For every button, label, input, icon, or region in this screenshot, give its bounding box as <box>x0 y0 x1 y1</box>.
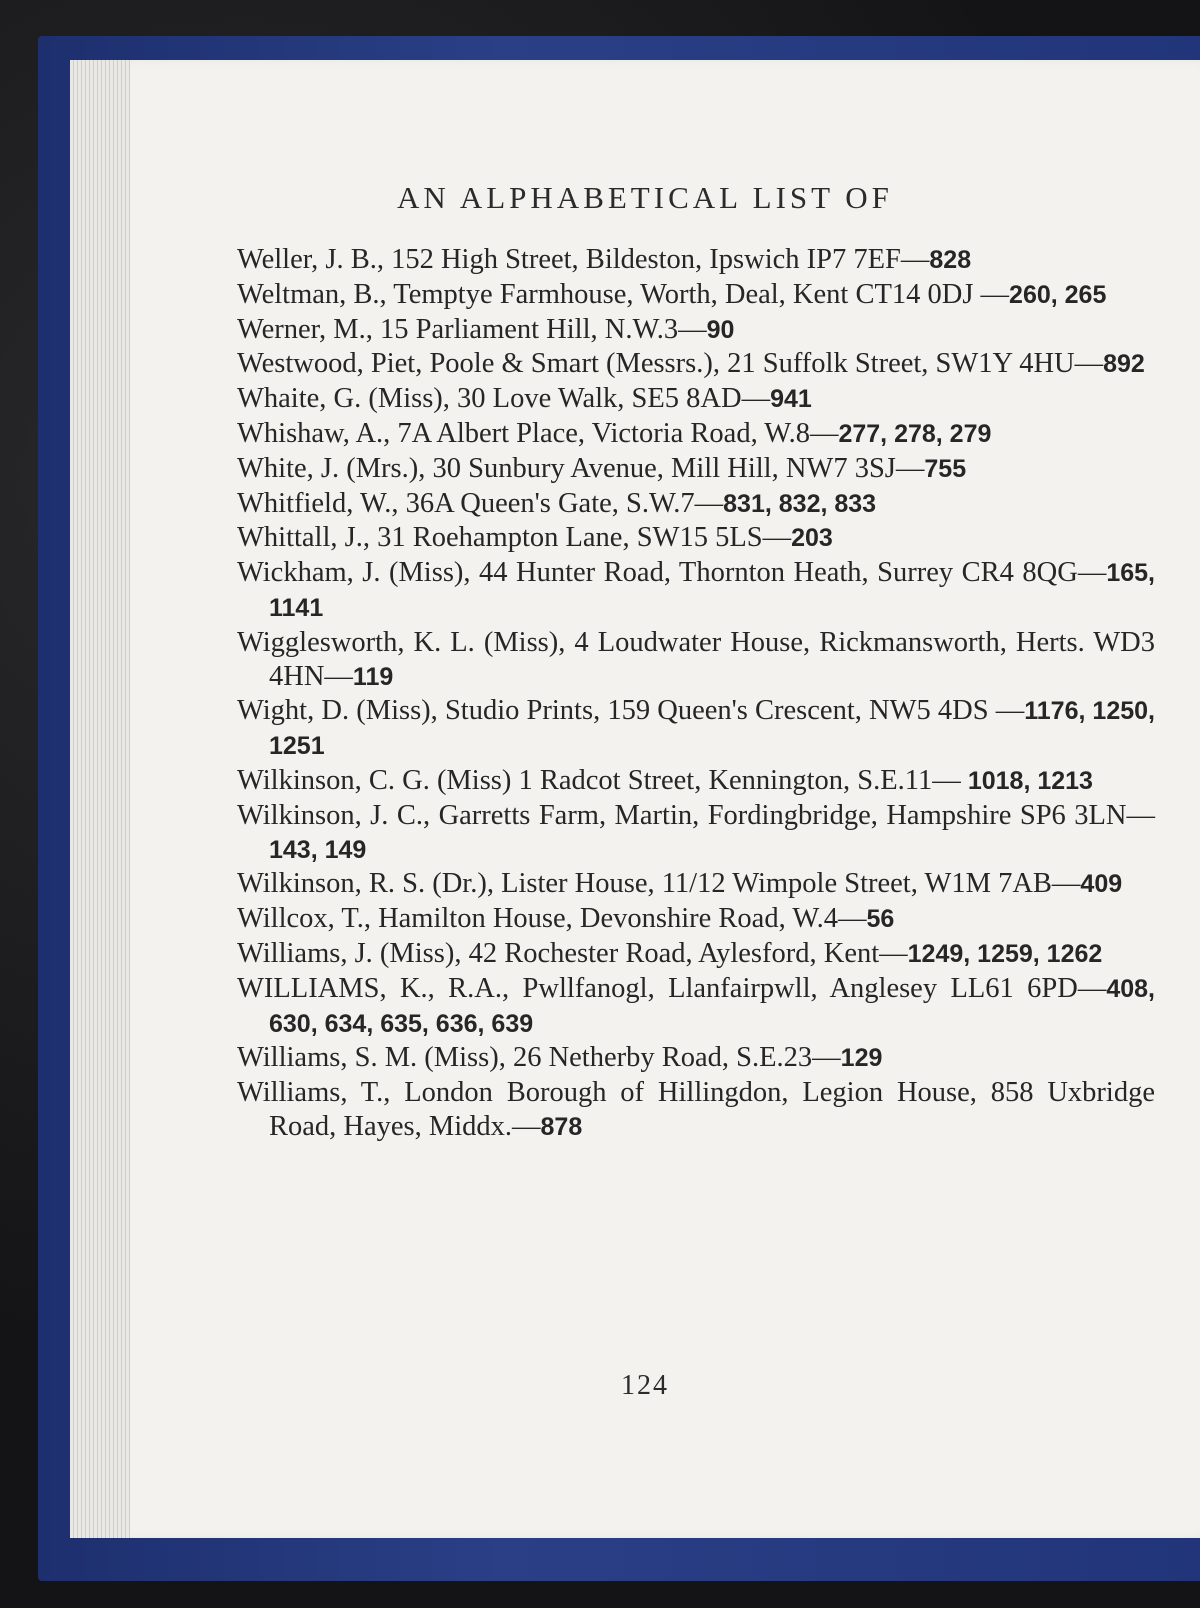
entry-refs: 1176, 1250, 1251 <box>269 697 1155 761</box>
list-item <box>237 243 1155 278</box>
entry-text: Whishaw, A., 7A Albert Place, Victoria Road, W.8— <box>237 417 839 449</box>
entry-text: Whitfield, W., 36A Queen's Gate, S.W.7— <box>237 487 724 519</box>
entry-refs: 165, 1141 <box>269 559 1155 622</box>
entry-text: Whittall, J., 31 Roehampton Lane, SW15 5LS— <box>237 522 792 554</box>
list-item <box>237 902 1155 937</box>
list-item <box>237 278 1155 313</box>
list-item <box>237 452 1155 487</box>
entry-refs: 409 <box>1080 870 1123 899</box>
list-item <box>237 1041 1155 1076</box>
list-item <box>237 937 1155 972</box>
entry-refs: 129 <box>840 1044 883 1073</box>
list-item <box>237 417 1155 452</box>
entry-text: Williams, J. (Miss), 42 Rochester Road, Aylesford, Kent— <box>237 937 908 969</box>
entry-refs: 1249, 1259, 1262 <box>907 939 1103 968</box>
entry-text: Wilkinson, J. C., Garretts Farm, Martin, Fordingbridge, Hampshire SP6 3LN— <box>237 799 1155 831</box>
entry-text: Weller, J. B., 152 High Street, Bildeston, Ipswich IP7 7EF— <box>237 244 930 275</box>
entry-text: Wilkinson, C. G. (Miss) 1 Radcot Street, Kennington, S.E.11— <box>237 764 968 796</box>
entry-refs: 831, 832, 833 <box>723 489 877 518</box>
page-number: 124 <box>621 1370 669 1401</box>
list-item <box>237 764 1155 799</box>
entry-refs: 408, 630, 634, 635, 636, 639 <box>269 974 1155 1038</box>
entry-text: Williams, T., London Borough of Hillingdon, Legion House, 858 Uxbridge Road, Hayes, Middx.— <box>237 1077 1155 1142</box>
list-item <box>237 972 1155 1042</box>
entry-refs: 260, 265 <box>1009 280 1107 309</box>
list-item <box>237 867 1155 902</box>
list-item <box>237 347 1155 382</box>
entry-text: Whaite, G. (Miss), 30 Love Walk, SE5 8AD— <box>237 383 771 415</box>
list-item <box>237 626 1155 695</box>
entry-text: Wilkinson, R. S. (Dr.), Lister House, 11/12 Wimpole Street, W1M 7AB— <box>237 868 1081 900</box>
page-title: AN ALPHABETICAL LIST OF <box>397 180 893 215</box>
entry-list <box>237 243 1155 1145</box>
entry-text: WILLIAMS, K., R.A., Pwllfanogl, Llanfairpwll, Anglesey LL61 6PD— <box>237 972 1107 1004</box>
entry-refs: 941 <box>770 385 812 414</box>
list-item <box>237 799 1155 868</box>
list-item <box>237 487 1155 522</box>
entry-text: Weltman, B., Temptye Farmhouse, Worth, Deal, Kent CT14 0DJ — <box>237 278 1010 310</box>
entry-refs: 277, 278, 279 <box>838 419 992 448</box>
entry-refs: 203 <box>791 524 833 553</box>
entry-refs: 892 <box>1103 350 1145 379</box>
entry-text: Wickham, J. (Miss), 44 Hunter Road, Thornton Heath, Surrey CR4 8QG— <box>237 557 1107 589</box>
entry-text: Willcox, T., Hamilton House, Devonshire Road, W.4— <box>237 903 867 935</box>
entry-text: Wight, D. (Miss), Studio Prints, 159 Queen's Crescent, NW5 4DS — <box>237 695 1025 727</box>
entry-refs: 143, 149 <box>269 835 367 864</box>
entry-text: Williams, S. M. (Miss), 26 Netherby Road, S.E.23— <box>237 1042 841 1074</box>
list-item <box>237 521 1155 556</box>
page-edges <box>70 60 130 1538</box>
entry-text: Westwood, Piet, Poole & Smart (Messrs.), 21 Suffolk Street, SW1Y 4HU— <box>237 348 1104 380</box>
entry-text: White, J. (Mrs.), 30 Sunbury Avenue, Mill Hill, NW7 3SJ— <box>237 452 925 484</box>
entry-refs: 878 <box>540 1112 583 1141</box>
entry-refs: 56 <box>866 905 895 934</box>
entry-text: Werner, M., 15 Parliament Hill, N.W.3— <box>237 313 707 345</box>
list-item <box>237 694 1155 764</box>
list-item <box>237 1076 1155 1145</box>
list-item <box>237 556 1155 626</box>
entry-refs: 828 <box>929 246 972 274</box>
entry-refs: 90 <box>706 315 735 344</box>
entry-text: Wigglesworth, K. L. (Miss), 4 Loudwater House, Rickmansworth, Herts. WD3 4HN— <box>237 626 1155 692</box>
list-item <box>237 313 1155 348</box>
entry-refs: 1018, 1213 <box>967 766 1093 795</box>
entry-refs: 119 <box>352 662 394 691</box>
entry-refs: 755 <box>924 454 967 483</box>
list-item <box>237 382 1155 417</box>
